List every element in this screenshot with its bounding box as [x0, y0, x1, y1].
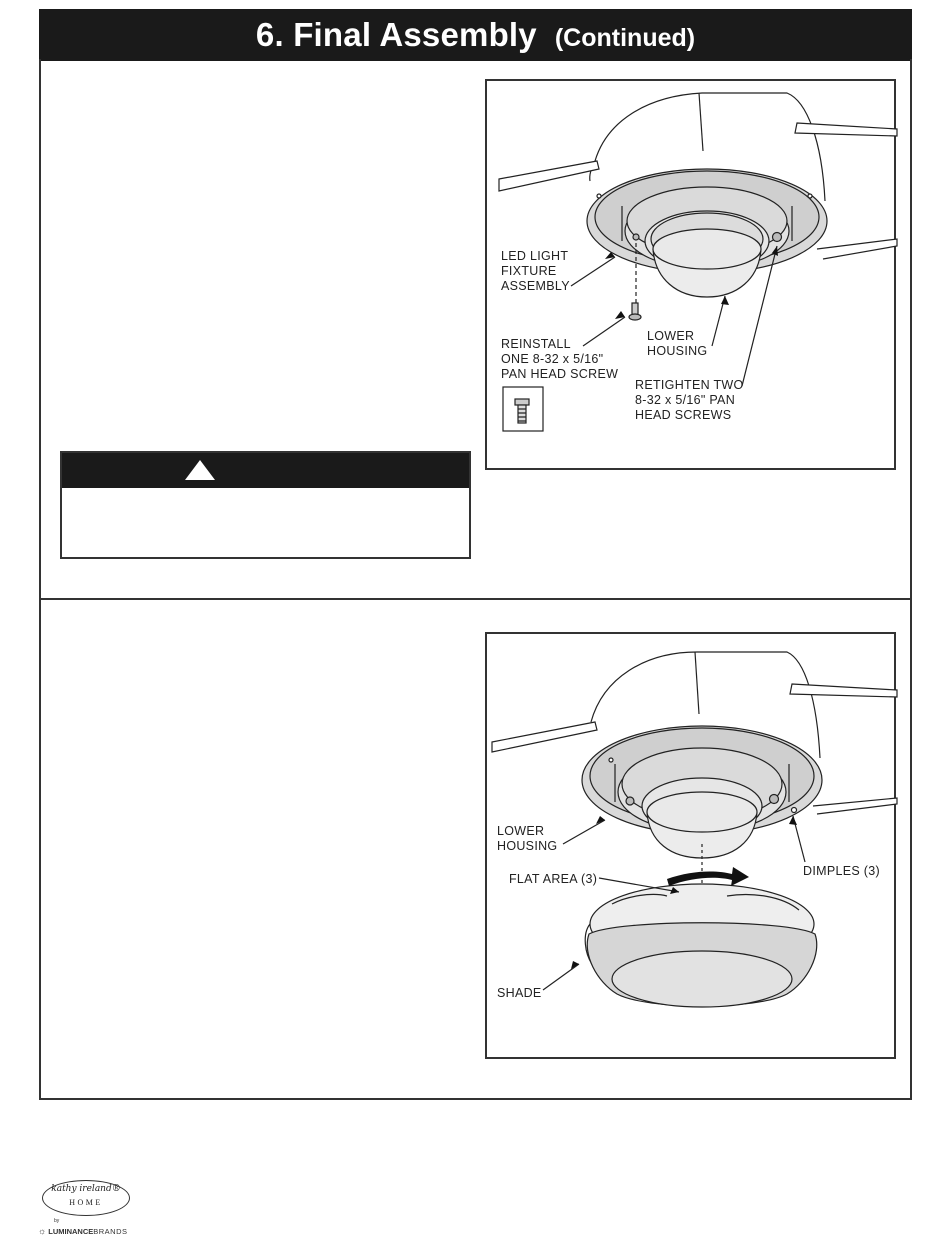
logo-company-light: BRANDS: [93, 1226, 128, 1236]
warning-box: [60, 451, 471, 559]
logo-brand-home: HOME: [69, 1198, 103, 1207]
label-lower-housing: LOWER HOUSING: [647, 329, 708, 358]
label-shade: SHADE: [497, 986, 542, 1000]
figure-led-fixture: [485, 79, 896, 470]
sun-icon: ☼: [38, 1226, 47, 1236]
page-title: 6. Final Assembly: [255, 16, 537, 53]
figure-shade-install: [485, 632, 896, 1059]
brand-logo: [38, 1178, 148, 1238]
label-dimples: DIMPLES (3): [803, 864, 880, 878]
logo-by: by: [54, 1218, 60, 1224]
logo-company: [38, 1226, 128, 1236]
label-reinstall-screw: REINSTALL ONE 8-32 x 5/16" PAN HEAD SCREW: [501, 337, 619, 381]
warning-triangle-icon: [184, 459, 216, 481]
label-retighten-screws: RETIGHTEN TWO 8-32 x 5/16" PAN HEAD SCREWS: [635, 378, 744, 422]
section-header: [39, 9, 912, 61]
label-flat-area: FLAT AREA (3): [509, 872, 598, 886]
page-subtitle: (Continued): [554, 23, 696, 52]
logo-brand-script: kathy ireland®: [51, 1184, 121, 1194]
warning-header: [62, 453, 469, 488]
logo-company-bold: LUMINANCE: [48, 1226, 94, 1236]
label-lower-housing-2: LOWER HOUSING: [497, 824, 558, 853]
label-led-light-fixture: LED LIGHT FIXTURE ASSEMBLY: [501, 249, 570, 293]
